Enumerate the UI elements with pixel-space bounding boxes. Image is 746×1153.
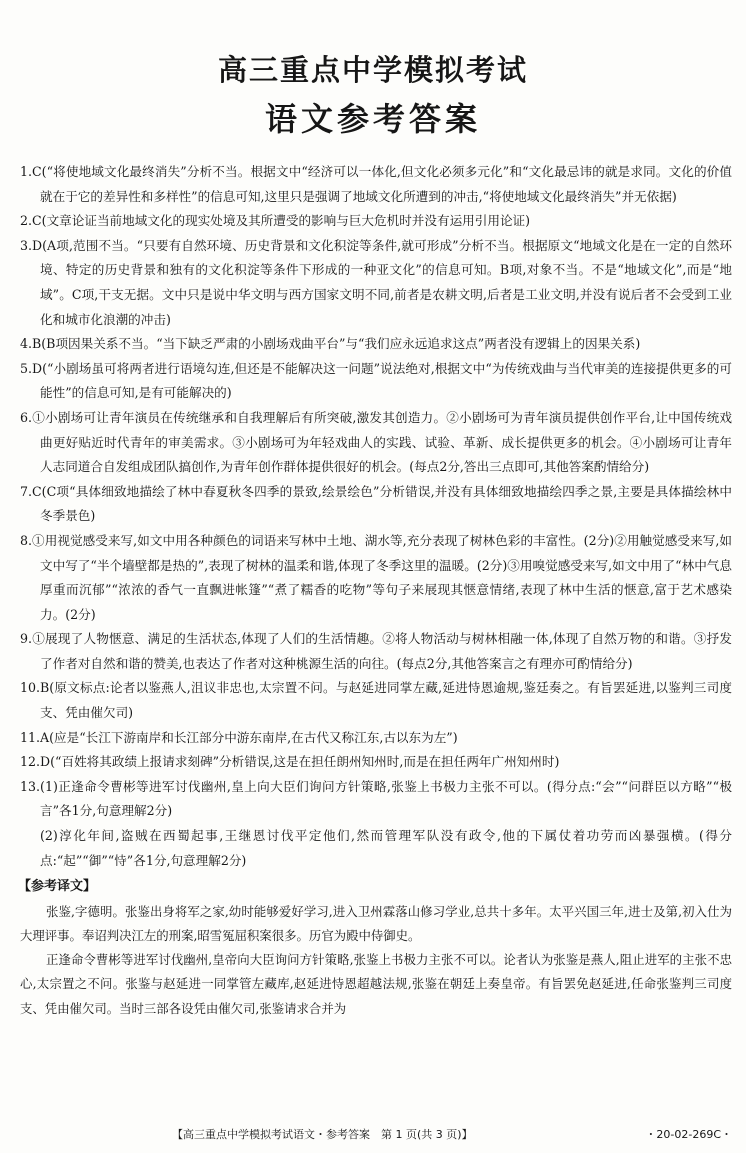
answer-item-6: 6.①小剧场可让青年演员在传统继承和自我理解后有所突破,激发其创造力。②小剧场可为青年演员提供创作平台,让中国传统戏曲更好贴近时代青年的审美需求。③小剧场可为年轻戏曲人的实践、试验、革新、成长提供更多的机会。④小剧场可让青年人志同道合自发组成团队搞创作,为青年创作群体提供很好的机会。(每点2分,答出三点即可,其他答案酌情给分) [20,409,732,475]
answer-item-10: 10.B(原文标点:论者以鉴燕人,沮议非忠也,太宗置不问。与赵延进同掌左藏,延进恃恩逾规,鉴廷奏之。有旨罢延进,以鉴判三司度支、凭由催欠司) [20,680,732,721]
page-title: 高三重点中学模拟考试 [217,53,528,87]
answer-item-9: 9.①展现了人物惬意、满足的生活状态,体现了人们的生活情趣。②将人物活动与树林相融一体,体现了自然万物的和谐。③抒发了作者对自然和谐的赞美,也表达了作者对这种桃源生活的向往。(每点2分,其他答案言之有理亦可酌情给分) [20,631,732,671]
page-subtitle: 语文参考答案 [264,100,481,138]
answer-item-11: 11.A(应是“长江下游南岸和长江部分中游东南岸,在古代又称江东,古以东为左”) [20,729,458,745]
answer-item-1: 1.C(“将使地域文化最终消失”分析不当。根据文中“经济可以一体化,但文化必须多元化”和“文化最忌讳的就是求同。文化的价值就在于它的差异性和多样性”的信息可知,这里只是强调了地域文化所遭到的冲击,“将使地域文化最终消失”并无依据) [20,164,732,204]
answer-item-7: 7.C(C项“具体细致地描绘了林中春夏秋冬四季的景致,绘景绘色”分析错误,并没有具体细致地描绘四季之景,主要是具体描绘林中冬季景色) [20,483,732,524]
answer-item-2: 2.C(文章论证当前地域文化的现实处境及其所遭受的影响与巨大危机时并没有运用引用论证) [20,213,531,229]
translation-paragraph-1: 张鉴,字德明。张鉴出身将军之家,幼时能够爱好学习,进入卫州霖落山修习学业,总共十多年。太平兴国三年,进士及第,初入仕为大理评事。奉诏判决江左的刑案,昭雪冤屈积案很多。历官为殿中侍御史。 [20,903,732,944]
answer-item-5: 5.D(“小剧场虽可将两者进行语境勾连,但还是不能解决这一问题”说法绝对,根据文中“为传统戏曲与当代审美的连接提供更多的可能性”的信息可知,是有可能解决的) [20,360,732,401]
page-footer [0,1126,746,1146]
footer-code: ・20-02-269C・ [645,1128,732,1141]
answer-item-8: 8.①用视觉感受来写,如文中用各种颜色的词语来写林中土地、湖水等,充分表现了树林色彩的丰富性。(2分)②用触觉感受来写,如文中写了“半个墙壁都是热的”,表现了树林的温柔和谐,体现了冬季这里的温暖。(2分)③用嗅觉感受来写,如文中用了“林中气息厚重而沉郁”“浓浓的香气一直飘进帐篷”“煮了糯香的吃物”等句子来展现其惬意情绪,表现了林中生活的惬意,富于艺术感染力。(2分) [20,532,732,622]
answer-item-3: 3.D(A项,范围不当。“只要有自然环境、历史背景和文化积淀等条件,就可形成”分析不当。根据原文“地域文化是在一定的自然环境、特定的历史背景和独有的文化积淀等条件下形成的一种亚文化”的信息可知。B项,对象不当。不是“地域文化”,而是“地域”。C项,干支无据。文中只是说中华文明与西方国家文明不同,前者是农耕文明,后者是工业文明,并没有说后者不会受到工业化和城市化浪潮的冲击) [20,237,732,327]
answer-item-4: 4.B(B项因果关系不当。“当下缺乏严肃的小剧场戏曲平台”与“我们应永远追求这点”两者没有逻辑上的因果关系) [20,336,641,352]
answer-item-13-1: 13.(1)正逢命令曹彬等进军讨伐幽州,皇上向大臣们询问方针策略,张鉴上书极力主张不可以。(得分点:“会”“问群臣以方略”“极言”各1分,句意理解2分) [20,778,732,819]
answer-item-12: 12.D(“百姓将其政绩上报请求刻碑”分析错误,这是在担任朗州知州时,而是在担任两年广州知州时) [20,754,560,770]
answer-list [20,160,732,1021]
reference-translation-heading: 【参考译文】 [18,879,97,895]
answer-item-13-2: (2)淳化年间,盗贼在西蜀起事,王继恩讨伐平定他们,然而管理军队没有政令,他的下属仗着功劳而凶暴强横。(得分点:“起”“御”“恃”各1分,句意理解2分) [40,828,732,868]
footer-page-info: 【高三重点中学模拟考试语文・参考答案 第 1 页(共 3 页)】 [172,1128,473,1141]
translation-paragraph-2: 正逢命令曹彬等进军讨伐幽州,皇帝向大臣询问方针策略,张鉴上书极力主张不可以。论者认为张鉴是燕人,阻止进军的主张不忠心,太宗置之不问。张鉴与赵延进一同掌管左藏库,赵延进恃恩超越法规,张鉴在朝廷上奏皇帝。有旨罢免赵延进,任命张鉴判三司度支、凭由催欠司。当时三部各设凭由催欠司,张鉴请求合并为 [20,952,732,1016]
reference-translation [20,900,732,1021]
